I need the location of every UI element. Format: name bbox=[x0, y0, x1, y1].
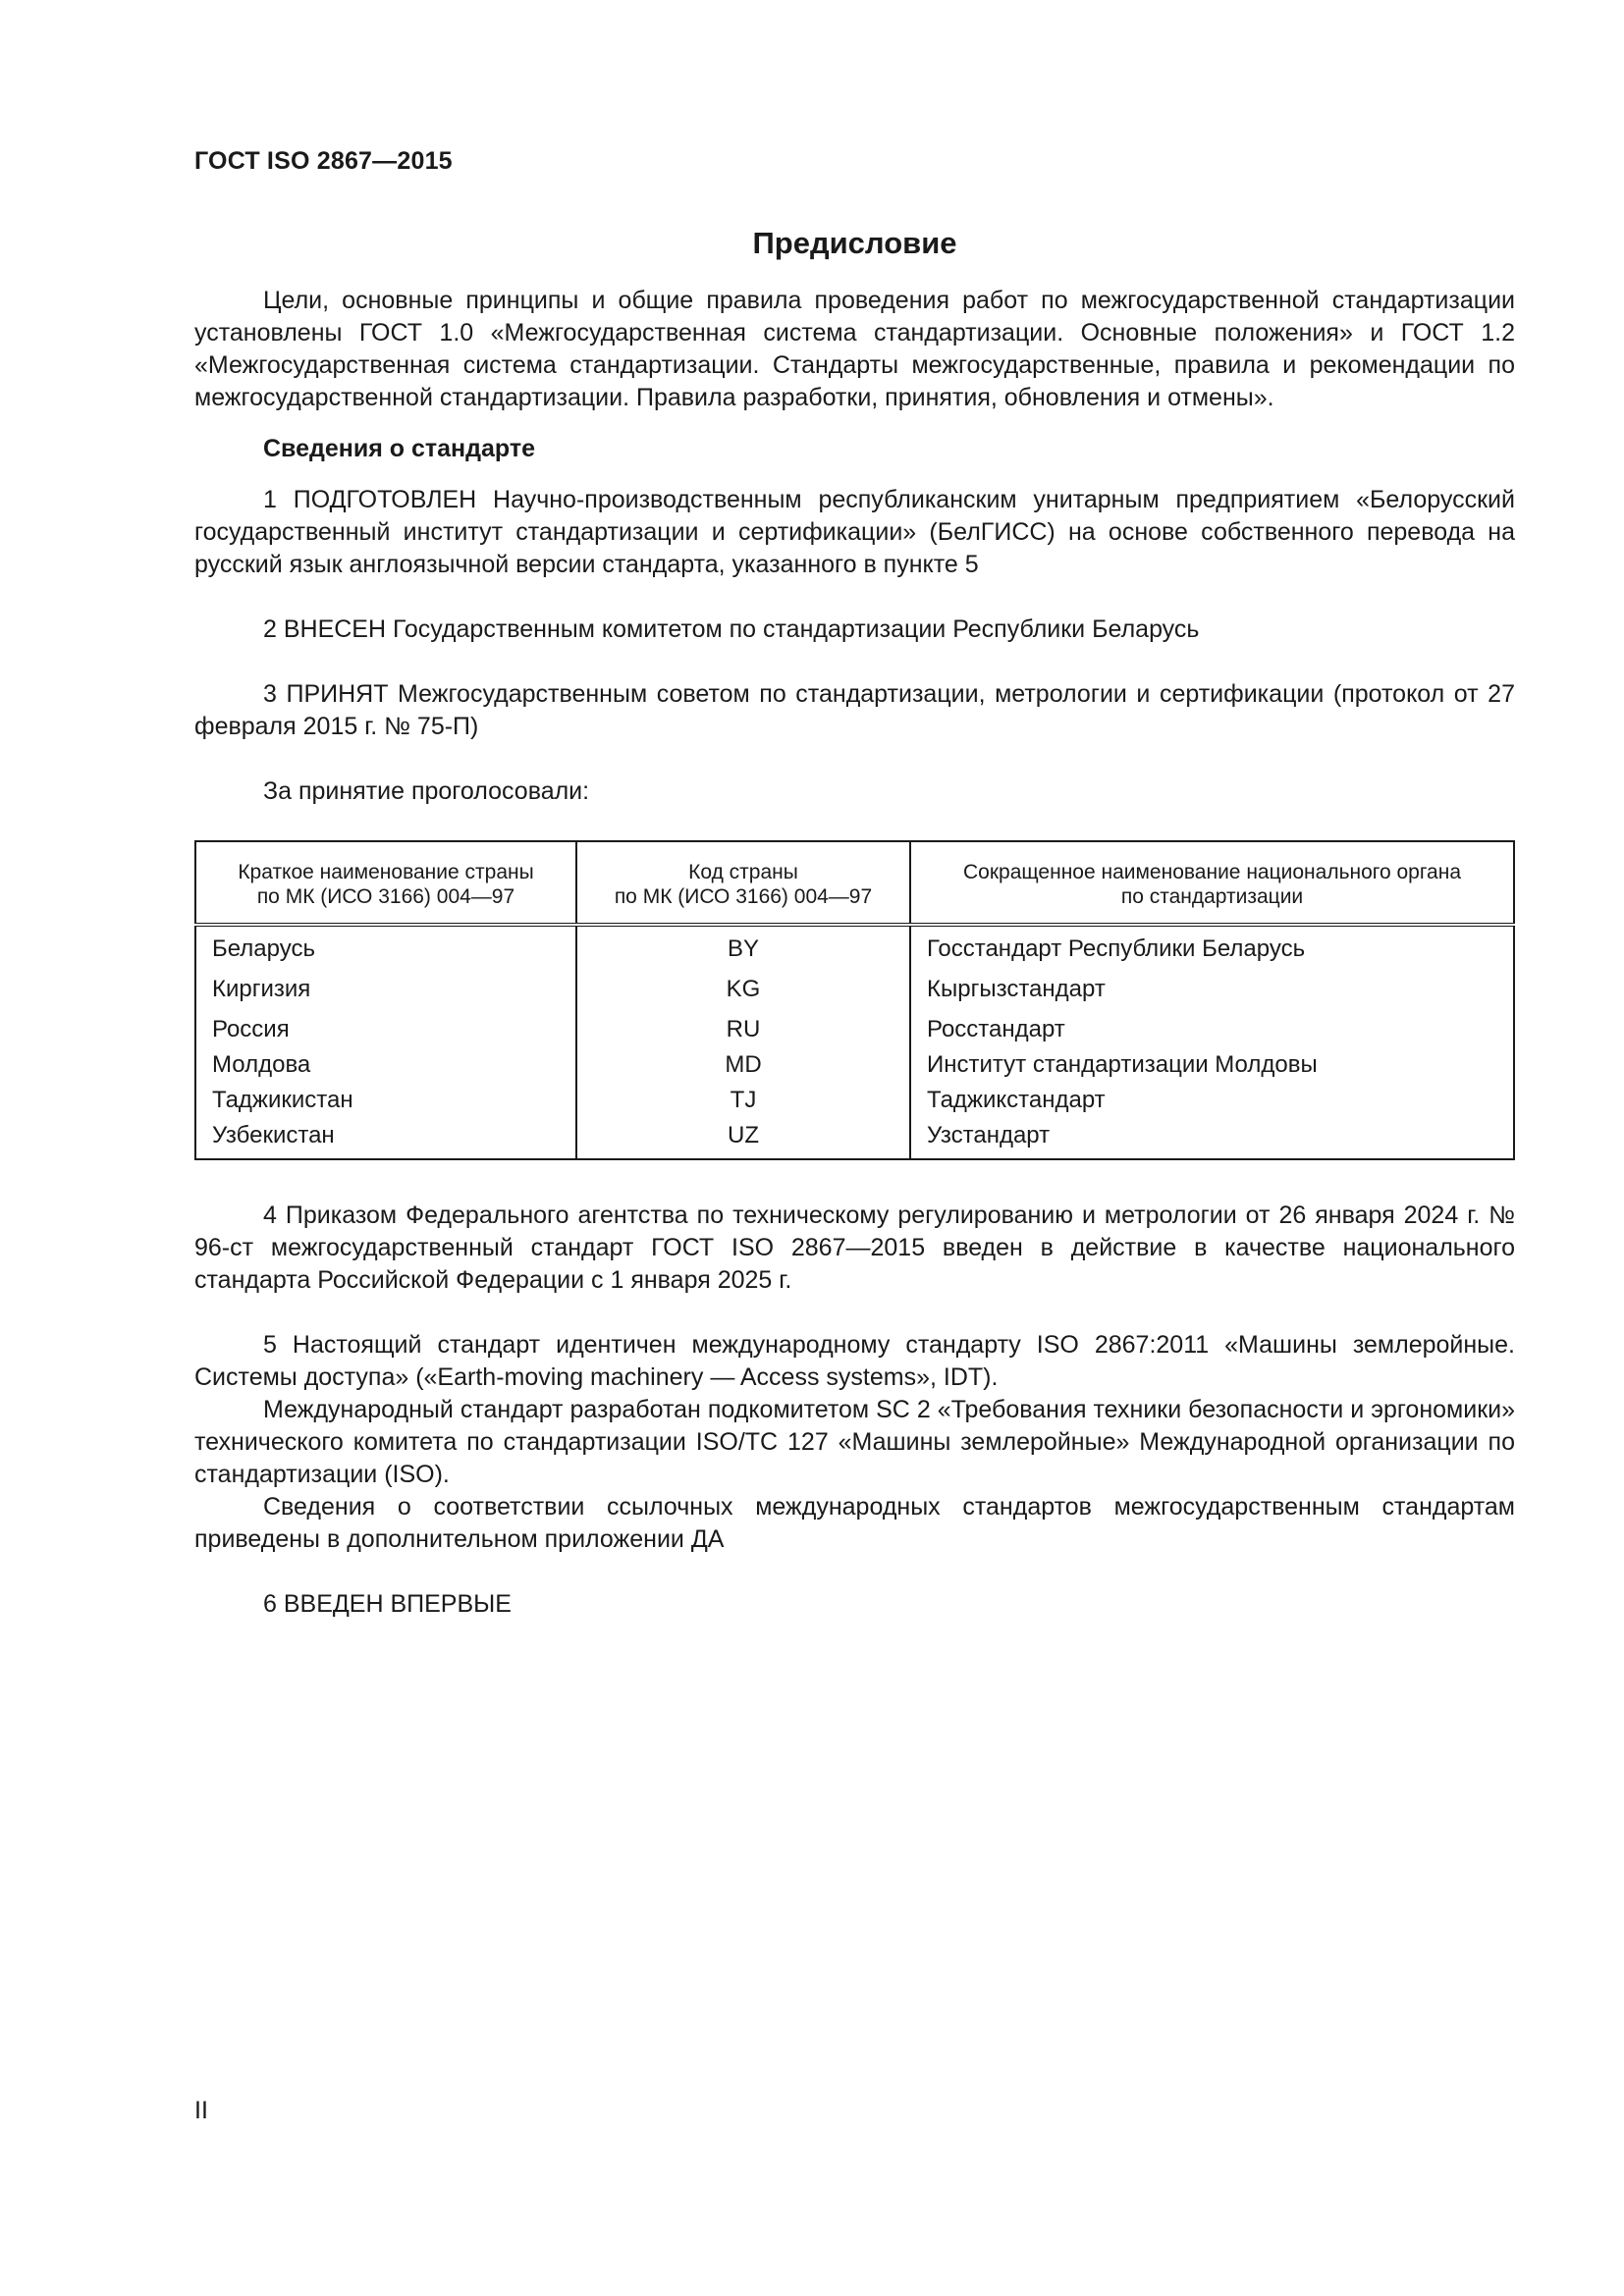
code-cell: TJ bbox=[576, 1083, 910, 1118]
country-cell: Киргизия bbox=[212, 976, 311, 1002]
code-cell: KG bbox=[576, 967, 910, 1012]
page-title: Предисловие bbox=[752, 226, 957, 260]
item-5-paragraph-2: Международный стандарт разработан подкомитетом SC 2 «Требования техники безопасности и эргономики» технического комитета по стандартизации ISO/TC 127 «Машины землеройные» Международной организации по стандартизации (ISO). bbox=[194, 1396, 1515, 1488]
code-cell: MD bbox=[576, 1047, 910, 1083]
code-cell: BY bbox=[576, 925, 910, 967]
standards-body-cell: Таджикстандарт bbox=[910, 1083, 1514, 1118]
table-row bbox=[195, 925, 1514, 967]
table-row bbox=[195, 1118, 1514, 1159]
intro-paragraph: Цели, основные принципы и общие правила проведения работ по межгосударственной стандартизации установлены ГОСТ 1.0 «Межгосударственная система стандартизации. Основные положения» и ГОСТ 1.2 «Межгосударственная система стандартизации. Стандарты межгосударственные, правила и рекомендации по межгосударственной стандартизации. Правила разработки, принятия, обновления и отмены». bbox=[194, 287, 1515, 411]
header-country-name: Краткое наименование страны по МК (ИСО 3166) 004—97 bbox=[195, 841, 576, 925]
standards-body-cell: Росстандарт bbox=[910, 1012, 1514, 1047]
code-cell: RU bbox=[576, 1012, 910, 1047]
country-cell: Россия bbox=[212, 1016, 290, 1042]
table-row bbox=[195, 967, 1514, 1012]
table-row bbox=[195, 1083, 1514, 1118]
header-country-code: Код страны по МК (ИСО 3166) 004—97 bbox=[576, 841, 910, 925]
country-cell: Таджикистан bbox=[212, 1087, 353, 1113]
member-states-table bbox=[194, 840, 1515, 1160]
item-1-paragraph: 1 ПОДГОТОВЛЕН Научно-производственным республиканским унитарным предприятием «Белорусский государственный институт стандартизации и сертификации» (БелГИСС) на основе собственного перевода на русский язык англоязычной версии стандарта, указанного в пункте 5 bbox=[194, 486, 1515, 578]
table-row bbox=[195, 1012, 1514, 1047]
standards-body-cell: Узстандарт bbox=[910, 1118, 1514, 1159]
voted-label: За принятие проголосовали: bbox=[263, 777, 590, 805]
country-cell: Молдова bbox=[212, 1051, 311, 1078]
item-5-paragraph: 5 Настоящий стандарт идентичен международному стандарту ISO 2867:2011 «Машины землеройные. Системы доступа» («Earth-moving machinery — Access systems», IDT). bbox=[194, 1331, 1515, 1391]
table-header-row bbox=[195, 841, 1514, 925]
document-page bbox=[194, 0, 1515, 2296]
document-body bbox=[194, 285, 1515, 1621]
standards-body-cell: Кыргызстандарт bbox=[910, 967, 1514, 1012]
item-3-paragraph: 3 ПРИНЯТ Межгосударственным советом по стандартизации, метрологии и сертификации (протокол от 27 февраля 2015 г. № 75-П) bbox=[194, 680, 1515, 740]
country-cell: Беларусь bbox=[212, 935, 315, 962]
document-code: ГОСТ ISO 2867—2015 bbox=[194, 147, 453, 175]
item-5-paragraph-3: Сведения о соответствии ссылочных международных стандартов межгосударственным стандартам приведены в дополнительном приложении ДА bbox=[194, 1493, 1515, 1553]
header-standards-body: Сокращенное наименование национального органа по стандартизации bbox=[910, 841, 1514, 925]
standards-body-cell: Институт стандартизации Молдовы bbox=[910, 1047, 1514, 1083]
standards-body-cell: Госстандарт Республики Беларусь bbox=[910, 925, 1514, 967]
page-number: II bbox=[194, 2097, 208, 2124]
country-cell: Узбекистан bbox=[212, 1122, 335, 1148]
item-6-paragraph: 6 ВВЕДЕН ВПЕРВЫЕ bbox=[263, 1590, 512, 1618]
item-4-paragraph: 4 Приказом Федерального агентства по техническому регулированию и метрологии от 26 января 2024 г. № 96-ст межгосударственный стандарт ГОСТ ISO 2867—2015 введен в действие в качестве национального стандарта Российской Федерации с 1 января 2025 г. bbox=[194, 1201, 1515, 1294]
item-2-paragraph: 2 ВНЕСЕН Государственным комитетом по стандартизации Республики Беларусь bbox=[263, 615, 1200, 643]
section-heading: Сведения о стандарте bbox=[263, 435, 536, 462]
code-cell: UZ bbox=[576, 1118, 910, 1159]
table-row bbox=[195, 1047, 1514, 1083]
